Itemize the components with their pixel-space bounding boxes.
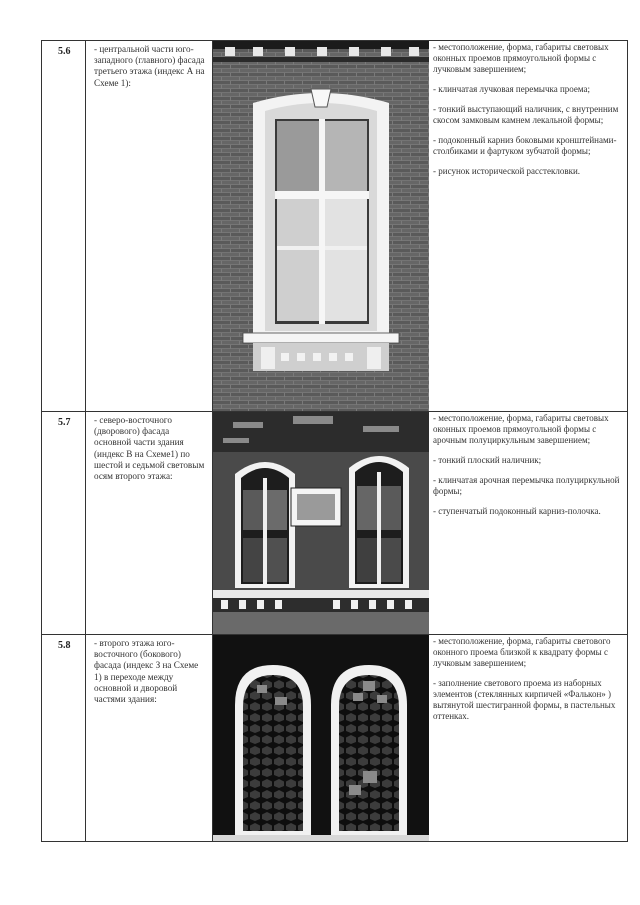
description-cell: [429, 635, 628, 842]
window-photo-5-8: [213, 635, 429, 841]
description-item: - тонкий выступающий наличник, с внутренним скосом замковым камнем лекальной формы;: [433, 104, 619, 125]
row-number: 5.7: [58, 417, 71, 428]
row-number-cell: [42, 635, 86, 842]
photo-cell: [213, 412, 429, 635]
row-number-cell: [42, 412, 86, 635]
heritage-elements-table: [41, 40, 628, 842]
description-item: - ступенчатый подоконный карниз-полочка.: [433, 506, 601, 516]
description-cell: [429, 412, 628, 635]
location-text: - второго этажа юго-восточного (бокового) фасада (индекс З на Схеме 1) в переходе между основной и дворовой частями здания:: [94, 638, 199, 705]
description-item: - подоконный карниз боковыми кронштейнами-столбиками и фартуком зубчатой формы;: [433, 135, 617, 156]
description-item: - местоположение, форма, габариты светового оконного проема близкой к квадрату формы с лучковым завершением;: [433, 636, 611, 668]
description-item: - заполнение светового проема из наборных элементов (стеклянных кирпичей «Фалькон» ) вытянутой шестигранной формы, в пастельных оттенках.: [433, 678, 616, 721]
window-photo-5-6: [213, 41, 429, 411]
location-text: - северо-восточного (дворового) фасада основной части здания (индекс В на Схеме1) по шестой и седьмой световым осям второго этажа:: [94, 415, 205, 482]
description-list: [429, 412, 627, 517]
table-row: [42, 635, 628, 842]
description-item: - тонкий плоский наличник;: [433, 455, 542, 465]
description-list: [429, 41, 627, 177]
table-row: [42, 41, 628, 412]
location-cell: [86, 41, 213, 412]
description-item: - рисунок исторической расстекловки.: [433, 166, 581, 176]
location-cell: [86, 412, 213, 635]
window-photo-5-7: [213, 412, 429, 634]
table-row: [42, 412, 628, 635]
row-number-cell: [42, 41, 86, 412]
description-item: - местоположение, форма, габариты световых оконных проемов прямоугольной формы с лучковым завершением;: [433, 42, 609, 74]
description-item: - клинчатая лучковая перемычка проема;: [433, 84, 591, 94]
description-item: - клинчатая арочная перемычка полуциркульной формы;: [433, 475, 620, 496]
photo-cell: [213, 41, 429, 412]
location-cell: [86, 635, 213, 842]
row-number: 5.6: [58, 46, 71, 57]
row-number: 5.8: [58, 640, 71, 651]
photo-cell: [213, 635, 429, 842]
description-cell: [429, 41, 628, 412]
description-list: [429, 635, 627, 722]
description-item: - местоположение, форма, габариты световых оконных проемов прямоугольной формы с арочным полуциркульным завершением;: [433, 413, 609, 445]
location-text: - центральной части юго-западного (главного) фасада третьего этажа (индекс А на Схеме 1):: [94, 44, 205, 88]
